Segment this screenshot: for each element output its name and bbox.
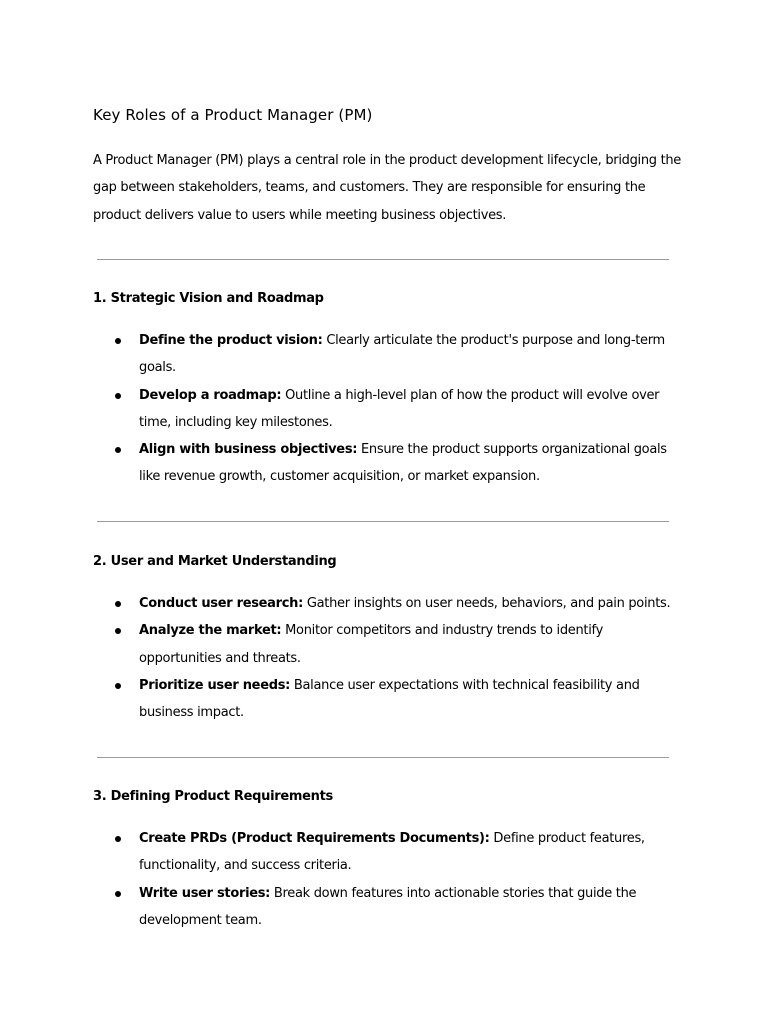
list-item <box>93 617 673 672</box>
section-list-strategic-vision <box>93 327 673 491</box>
section-list-user-market <box>93 590 673 726</box>
bullet-icon <box>115 447 121 453</box>
bullet-text: Monitor competitors and industry trends to identify opportunities and threats. <box>139 623 603 666</box>
section-divider <box>97 259 669 260</box>
bullet-text: Balance user expectations with technical feasibility and business impact. <box>139 677 640 721</box>
bullet-term: Conduct user research: <box>139 596 304 611</box>
bullet-icon <box>115 628 121 634</box>
bullet-term: Create PRDs (Product Requirements Documents): <box>139 831 490 846</box>
bullet-text: Ensure the product supports organizational goals like revenue growth, customer acquisition, or market expansion. <box>139 442 667 485</box>
section-heading-product-requirements: 3. Defining Product Requirements <box>93 789 333 804</box>
section-list-product-requirements <box>93 825 673 934</box>
bullet-term: Analyze the market: <box>139 623 282 639</box>
section-divider <box>97 757 669 758</box>
bullet-text: Break down features into actionable stories that guide the development team. <box>139 885 637 928</box>
bullet-icon <box>115 891 121 897</box>
intro-paragraph: A Product Manager (PM) plays a central role in the product development lifecycle, bridging the gap between stakeholders, teams, and customers. They are responsible for ensuring the product delivers value to users while meeting business objectives. <box>93 153 681 223</box>
bullet-icon <box>115 338 121 344</box>
document-title: Key Roles of a Product Manager (PM) <box>93 106 373 124</box>
bullet-icon <box>115 836 121 842</box>
section-divider <box>97 521 669 522</box>
section-heading-strategic-vision: 1. Strategic Vision and Roadmap <box>93 291 324 306</box>
bullet-text: Define product features, functionality, and success criteria. <box>139 831 645 874</box>
bullet-text: Gather insights on user needs, behaviors, and pain points. <box>303 596 671 611</box>
bullet-icon <box>115 393 121 399</box>
list-item <box>93 436 673 491</box>
bullet-text: Clearly articulate the product's purpose and long-term goals. <box>139 333 665 376</box>
bullet-term: Write user stories: <box>139 885 271 901</box>
bullet-term: Align with business objectives: <box>139 442 358 458</box>
list-item <box>93 672 673 727</box>
bullet-icon <box>115 683 121 689</box>
bullet-text: Outline a high-level plan of how the product will evolve over time, including key milestones. <box>139 387 660 430</box>
list-item <box>93 382 673 437</box>
list-item <box>93 880 673 935</box>
list-item <box>93 825 673 880</box>
bullet-term: Develop a roadmap: <box>139 387 282 403</box>
list-item <box>93 327 673 382</box>
list-item <box>93 590 673 617</box>
bullet-term: Prioritize user needs: <box>139 677 291 693</box>
section-heading-user-market: 2. User and Market Understanding <box>93 554 337 569</box>
bullet-term: Define the product vision: <box>139 333 323 348</box>
bullet-icon <box>115 601 121 607</box>
